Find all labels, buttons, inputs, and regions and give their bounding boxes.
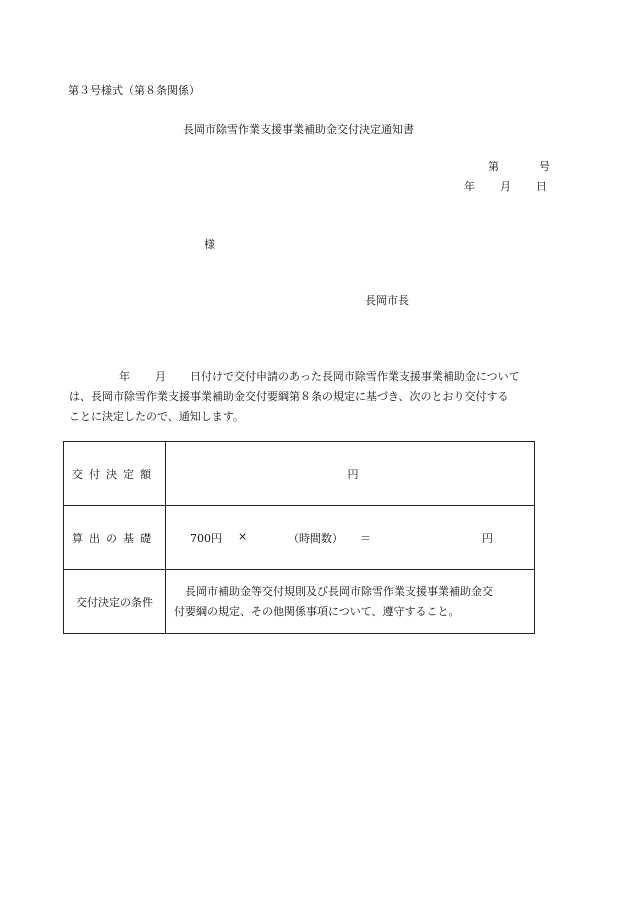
notice-body	[69, 367, 563, 427]
issuer-name: 長岡市長	[365, 294, 409, 307]
conditions-line-2: 付要綱の規定、その他関係事項について、遵守すること。	[174, 604, 460, 618]
calculation-basis-value	[166, 506, 535, 570]
conditions-value	[166, 570, 535, 634]
total-yen: 円	[482, 532, 493, 545]
grant-amount-value: 円	[166, 442, 535, 506]
table-row	[64, 570, 535, 634]
document-number	[488, 158, 550, 174]
hours-placeholder: （時間数）	[288, 532, 343, 545]
body-line-3: ことに決定したので、通知します。	[69, 410, 244, 423]
multiply-sign: ×	[238, 530, 248, 543]
document-date	[464, 178, 547, 194]
date-month: 月	[500, 180, 511, 193]
conditions-label: 交付決定の条件	[64, 570, 166, 634]
body-line-2: は、長岡市除雪作業支援事業補助金交付要綱第８条の規定に基づき、次のとおり交付する	[69, 390, 509, 403]
date-day: 日	[536, 180, 547, 193]
grant-amount-label: 交付決定額	[64, 442, 166, 506]
body-month: 月	[155, 370, 166, 383]
equals-sign: ＝	[360, 532, 371, 545]
form-number-label: 第３号様式（第８条関係）	[68, 84, 200, 97]
conditions-line-1: 長岡市補助金等交付規則及び長岡市除雪作業支援事業補助金交	[185, 584, 493, 598]
hourly-rate: 700円	[190, 532, 222, 545]
number-prefix: 第	[488, 160, 499, 173]
addressee: 様	[204, 238, 215, 251]
calculation-basis-label: 算出の基礎	[64, 506, 166, 570]
table-row	[64, 506, 535, 570]
body-line-1	[69, 367, 563, 387]
body-year: 年	[119, 370, 130, 383]
grant-decision-table	[63, 441, 535, 634]
number-suffix: 号	[539, 160, 550, 173]
document-title: 長岡市除雪作業支援事業補助金交付決定通知書	[183, 123, 414, 136]
body-line-1-text: 日付けで交付申請のあった長岡市除雪作業支援事業補助金について	[190, 370, 520, 383]
table-row	[64, 442, 535, 506]
date-year: 年	[464, 180, 475, 193]
